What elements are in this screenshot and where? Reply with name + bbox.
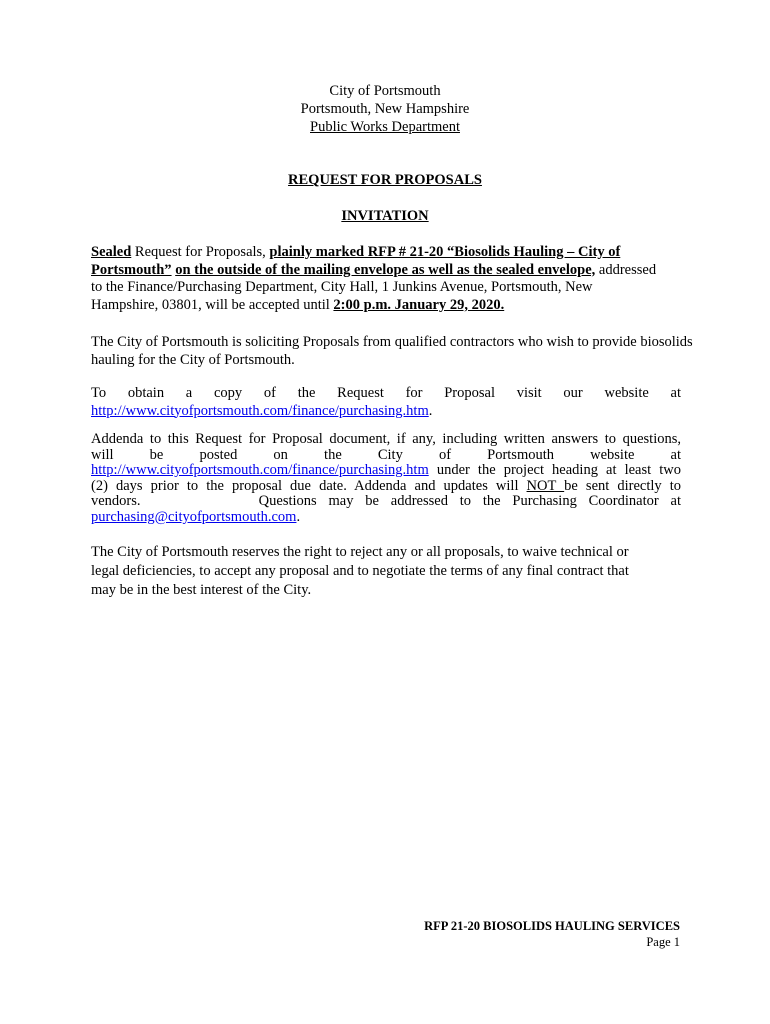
p2-line-1: The City of Portsmouth is soliciting Proposals from qualified contractors who wish to provide biosolids bbox=[91, 334, 693, 350]
paragraph-addenda bbox=[91, 432, 681, 526]
paragraph-reserves-right bbox=[91, 543, 681, 600]
sealed-text: Sealed bbox=[91, 244, 132, 260]
p2-line-2: hauling for the City of Portsmouth. bbox=[91, 351, 295, 368]
addenda-website-link[interactable]: http://www.cityofportsmouth.com/finance/purchasing.htm bbox=[91, 462, 429, 479]
p4-line-4b: be sent directly to bbox=[564, 477, 682, 494]
deadline: 2:00 p.m. January 29, 2020. bbox=[333, 296, 505, 313]
p4-end: . bbox=[296, 508, 301, 525]
rfp-marking-2: Portsmouth” bbox=[91, 261, 172, 278]
p4-line-4a: (2) days prior to the proposal due date. Addenda and updates will bbox=[91, 477, 527, 494]
p1-line-3: to the Finance/Purchasing Department, City Hall, 1 Junkins Avenue, Portsmouth, New bbox=[91, 279, 593, 295]
p1-text-1: Request for Proposals, bbox=[131, 244, 270, 260]
purchasing-email-link[interactable]: purchasing@cityofportsmouth.com bbox=[91, 508, 297, 525]
p5-line-1: The City of Portsmouth reserves the right to reject any or all proposals, to waive technical or bbox=[91, 544, 629, 560]
footer-title: RFP 21-20 BIOSOLIDS HAULING SERVICES bbox=[424, 919, 680, 933]
p3-line-1: To obtain a copy of the Request for Proposal visit our website at bbox=[91, 385, 681, 401]
p3-end: . bbox=[428, 402, 433, 419]
page-number: Page 1 bbox=[646, 935, 680, 949]
envelope-instruction: on the outside of the mailing envelope as well as the sealed envelope, bbox=[175, 261, 596, 278]
p4-line-5: vendors. Questions may be addressed to the Purchasing Coordinator at bbox=[91, 493, 681, 510]
document-header bbox=[0, 82, 770, 136]
not-emphasis: NOT bbox=[526, 477, 565, 494]
paragraph-obtain-copy bbox=[91, 385, 681, 420]
p1-text-3: addressed bbox=[595, 261, 657, 278]
p4-line-3b: under the project heading at least two bbox=[428, 462, 681, 479]
p4-line-1: Addenda to this Request for Proposal document, if any, including written answers to questions, bbox=[91, 431, 681, 447]
p5-line-2: legal deficiencies, to accept any proposal and to negotiate the terms of any final contract that bbox=[91, 563, 629, 579]
p1-text-4: Hampshire, 03801, will be accepted until bbox=[91, 296, 334, 313]
purchasing-website-link[interactable]: http://www.cityofportsmouth.com/finance/purchasing.htm bbox=[91, 402, 429, 419]
header-state: Portsmouth, New Hampshire bbox=[300, 101, 470, 117]
paragraph-sealed-proposals bbox=[91, 244, 681, 314]
p5-line-3: may be in the best interest of the City. bbox=[91, 582, 312, 598]
header-city: City of Portsmouth bbox=[329, 83, 441, 99]
sub-title: INVITATION bbox=[341, 208, 429, 224]
main-title: REQUEST FOR PROPOSALS bbox=[288, 172, 482, 188]
rfp-marking: plainly marked RFP # 21-20 “Biosolids Hauling – City of bbox=[269, 244, 621, 260]
page-footer bbox=[424, 918, 680, 950]
paragraph-soliciting bbox=[91, 334, 721, 369]
header-department: Public Works Department bbox=[310, 119, 460, 135]
p4-line-2: will be posted on the City of Portsmouth website at bbox=[91, 446, 681, 463]
